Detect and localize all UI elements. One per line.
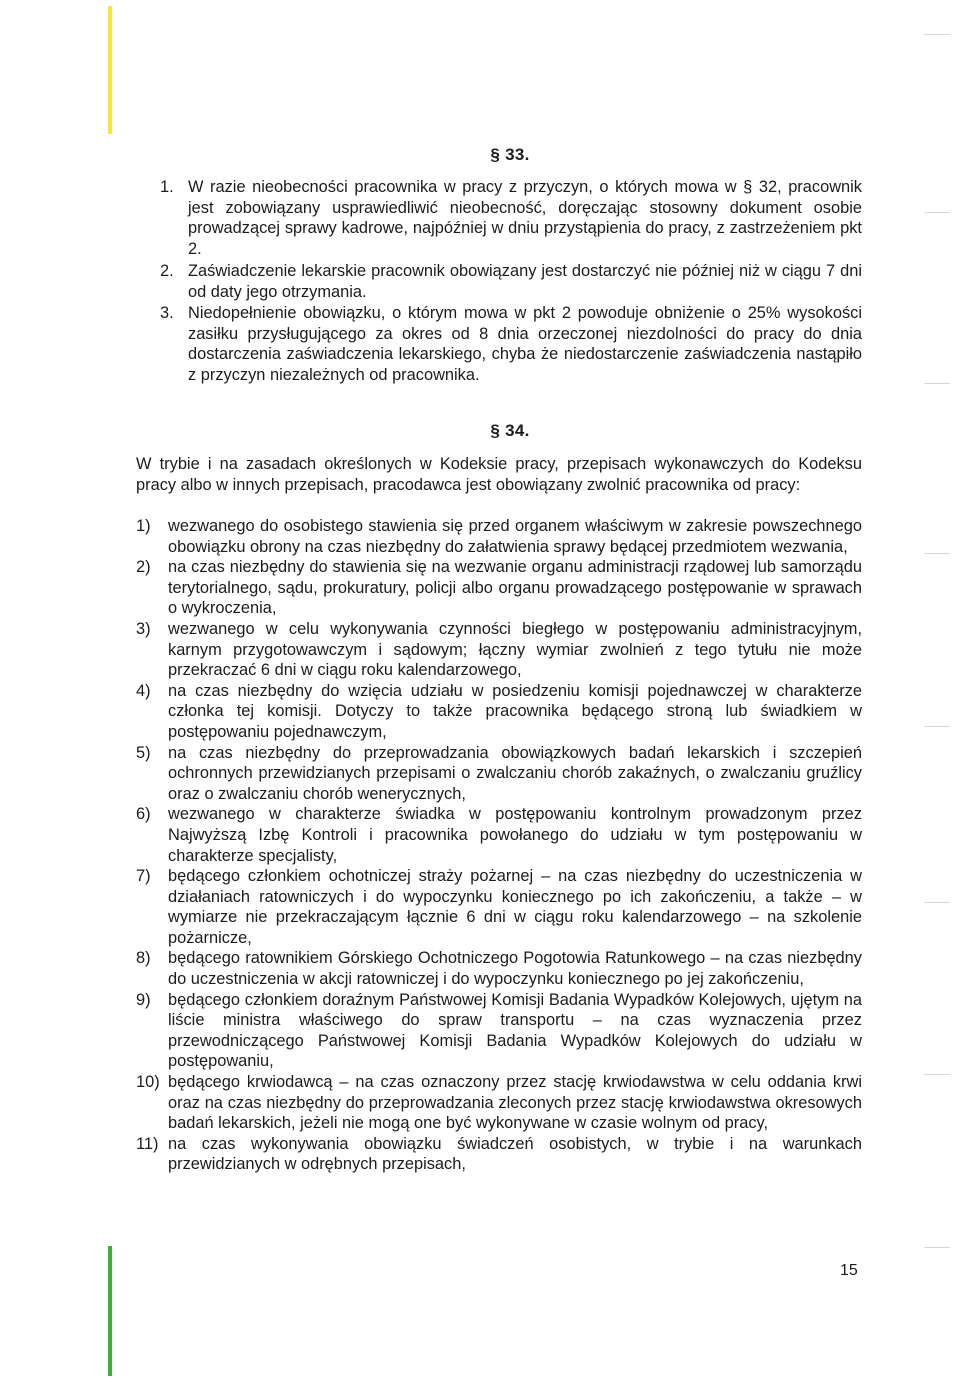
section-34-heading: § 34. [490,421,530,440]
section-33-heading: § 33. [490,145,530,164]
scan-edge-mark [924,1247,950,1248]
list-item-number: 2) [136,558,151,577]
section-34-intro: W trybie i na zasadach określonych w Kodeksie pracy, przepisach wykonawczych do Kodeksu pracy albo w innych przepisach, pracodawca jest obowiązany zwolnić pracownika od pracy: [136,455,862,494]
list-item [136,948,862,989]
list-item-text: będącego członkiem ochotniczej straży pożarnej – na czas niezbędny do uczestniczenia w działaniach ratowniczych i do wypoczynku koniecznego po ich zakończeniu, a także – w wymiarze nie przekraczającym łącznie 6 dni w ciągu roku kalendarzowego – na szkolenie pożarnicze, [168,867,862,947]
paragraph-3: Niedopełnienie obowiązku, o którym mowa w pkt 2 powoduje obniżenie o 25% wysokości zasiłku przysługującego za okres od 8 dnia orzeczonej niezdolności do pracy do dnia dostarczenia zaświadczenia lekarskiego, chyba że niedostarczenie zaświadczenia nastąpiło z przyczyn niezależnych od pracownika. [188,304,862,384]
list-item-text: na czas niezbędny do przeprowadzania obowiązkowych badań lekarskich i szczepień ochronnych przewidzianych przepisami o zwalczaniu chorób zakaźnych, o zwalczaniu gruźlicy oraz o zwalczaniu chorób wenerycznych, [168,743,862,803]
paragraph-number: 2. [160,262,174,280]
paragraph-number: 1. [160,178,174,196]
list-item-text: wezwanego w charakterze świadka w postępowaniu kontrolnym prowadzonym przez Najwyższą Izbę Kontroli i pracownika powołanego do udziału w tym postępowaniu w charakterze specjalisty, [168,805,862,865]
list-item-number: 1) [136,517,151,535]
list-item-text: będącego ratownikiem Górskiego Ochotniczego Pogotowia Ratunkowego – na czas niezbędny do uczestniczenia w akcji ratowniczej i do wypoczynku koniecznego po jej zakończeniu, [168,949,862,989]
list-item-number: 11) [136,1134,159,1153]
list-item-text: na czas niezbędny do stawienia się na wezwanie organu administracji rządowej lub samorządu terytorialnego, sądu, prokuratury, policji albo organu prowadzącego postępowanie w sprawach o wykroczenia, [168,558,862,618]
list-item-number: 3) [136,619,151,638]
list-item-text: będącego członkiem doraźnym Państwowej Komisji Badania Wypadków Kolejowych, ujętym na liście ministra właściwego do spraw transportu – na czas wyznaczenia przez przewodniczącego Państwowej Komisji Badania Wypadków Kolejowych do udziału w postępowaniu, [168,990,862,1071]
list-item-number: 10) [136,1073,160,1092]
scan-edge-mark [924,902,950,903]
list-item-text: wezwanego do osobistego stawienia się przed organem właściwym w zakresie powszechnego obowiązku obrony na czas niezbędny do załatwienia sprawy będącej przedmiotem wezwania, [168,517,862,556]
list-item-text: będącego krwiodawcą – na czas oznaczony przez stację krwiodawstwa w celu oddania krwi oraz na czas niezbędny do przeprowadzania zleconych przez stację krwiodawstwa okresowych badań lekarskich, jeżeli nie mogą one być wykonywane w czasie wolnym od pracy, [168,1073,862,1133]
paragraph-number: 3. [160,304,174,322]
scan-edge-mark [924,1074,950,1075]
margin-mark-green [108,1246,112,1376]
list-item-number: 4) [136,681,151,700]
list-item-number: 9) [136,990,151,1009]
list-item-text: na czas niezbędny do wzięcia udziału w posiedzeniu komisji pojednawczej w charakterze członka tej komisji. Dotyczy to także pracownika będącego stroną lub świadkiem w postępowaniu pojednawczym, [168,681,862,741]
list-item [136,516,862,557]
list-item [136,804,862,866]
list-item [136,990,862,1072]
list-item-text: na czas wykonywania obowiązku świadczeń osobistych, w trybie i na warunkach przewidzianych w odrębnych przepisach, [168,1134,862,1174]
page-number: 15 [840,1262,858,1279]
list-item-number: 5) [136,743,151,762]
list-item-text: wezwanego w celu wykonywania czynności biegłego w postępowaniu administracyjnym, karnym przygotowawczym i sądowym; łączny wymiar zwolnień z tego tytułu nie może przekraczać 6 dni w ciągu roku kalendarzowego, [168,619,862,680]
list-item [136,1072,862,1134]
margin-mark-yellow [108,6,112,134]
list-item [136,619,862,681]
list-item-number: 7) [136,867,151,886]
list-item [136,743,862,805]
list-item [136,1134,862,1175]
list-item [136,866,862,948]
list-item [136,681,862,743]
scan-edge-mark [924,383,950,384]
list-item-number: 8) [136,949,151,968]
exemption-list [136,516,862,1175]
list-item [136,557,862,619]
paragraph-2: Zaświadczenie lekarskie pracownik obowiązany jest dostarczyć nie później niż w ciągu 7 dni od daty jego otrzymania. [188,262,862,301]
scan-edge-mark [924,726,950,727]
scan-edge-mark [924,212,950,213]
paragraph-1: W razie nieobecności pracownika w pracy z przyczyn, o których mowa w § 32, pracownik jest zobowiązany usprawiedliwić nieobecność, doręczając stosowny dokument osobie prowadzącej sprawy kadrowe, najpóźniej w dniu przystąpienia do pracy, z zastrzeżeniem pkt 2. [188,178,862,258]
scan-edge-mark [924,34,950,35]
scan-edge-mark [924,553,950,554]
list-item-number: 6) [136,805,151,824]
